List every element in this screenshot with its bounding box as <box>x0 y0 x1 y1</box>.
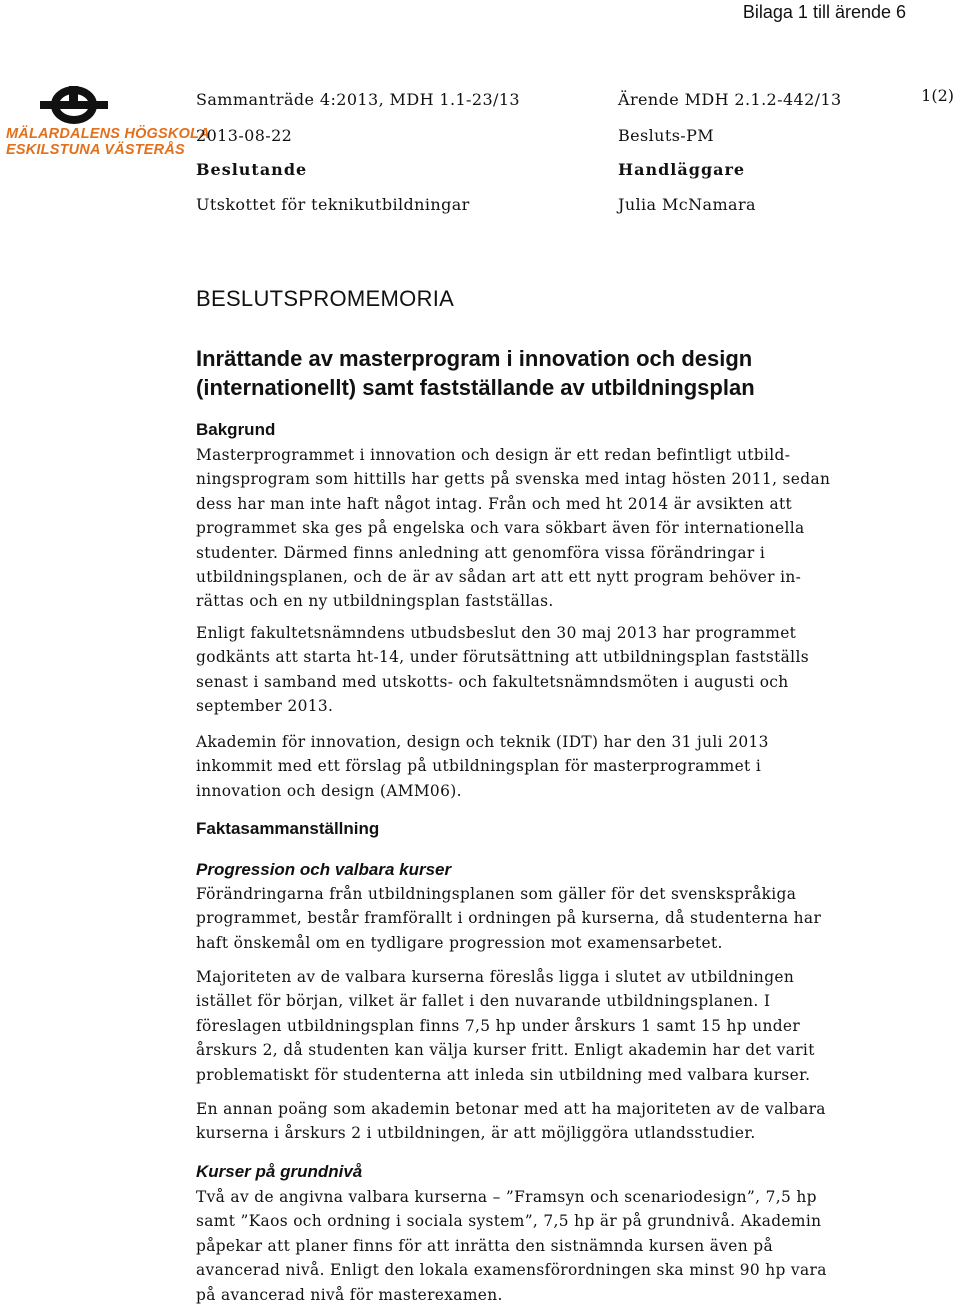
handler-label: Handläggare <box>618 160 746 179</box>
decider-label: Beslutande <box>196 160 308 179</box>
university-logo <box>6 84 210 158</box>
document-type-heading: BESLUTSPROMEMORIA <box>196 286 455 311</box>
case-reference: Ärende MDH 2.1.2-442/13 <box>618 90 842 109</box>
decider-value: Utskottet för teknikutbildningar <box>196 195 470 214</box>
section-heading-faktasammanstallning: Faktasammanställning <box>196 819 380 838</box>
handler-value: Julia McNamara <box>618 195 756 214</box>
logo-line-2: ESKILSTUNA VÄSTERÅS <box>6 142 185 158</box>
logo-line-1: MÄLARDALENS HÖGSKOLA <box>6 126 210 142</box>
progression-paragraph-3: En annan poäng som akademin betonar med att ha majoriteten av de valbara kurserna i årskurs 2 i utbildningen, är att möjliggöra utlandsstudier. <box>196 1100 826 1143</box>
grundniva-paragraph-1: Två av de angivna valbara kurserna – ”Framsyn och scenariodesign”, 7,5 hp samt ”Kaos och ordning i sociala system”, 7,5 hp är på grundnivå. Akademin påpekar att planer finns för att inrätta den sistnämnda kursen även på avancerad nivå. Enligt den lokala examensförordningen ska minst 90 hp vara på avancerad nivå för masterexamen. <box>196 1188 827 1304</box>
subsection-heading-grundniva: Kurser på grundnivå <box>196 1162 363 1181</box>
page-number: 1(2) <box>921 86 954 105</box>
bakgrund-paragraph-1: Masterprogrammet i innovation och design är ett redan befintligt utbild-ningsprogram som hittills har getts på svenska med intag hösten 2011, sedan dess har man inte haft något intag. Från och med ht 2014 är avsikten att programmet ska ges på engelska och vara sökbart även för internationella studenter. Därmed finns anledning att genomföra vissa förändringar i utbildningsplanen, och de är av sådan art att ett nytt program behöver in-rättas och en ny utbildningsplan fastställas. <box>196 446 831 611</box>
progression-paragraph-2: Majoriteten av de valbara kurserna föreslås ligga i slutet av utbildningen istället för början, vilket är fallet i den nuvarande utbildningsplanen. I föreslagen utbildningsplan finns 7,5 hp under årskurs 1 samt 15 hp under årskurs 2, då studenten kan välja kurser fritt. Enligt akademin har det varit problematiskt för studenterna att inleda sin utbildning med valbara kurser. <box>196 968 815 1084</box>
progression-paragraph-1: Förändringarna från utbildningsplanen som gäller för det svenskspråkiga programmet, består framförallt i ordningen på kurserna, då studenterna har haft önskemål om en tydligare progression mot examensarbetet. <box>196 885 822 952</box>
subsection-heading-progression: Progression och valbara kurser <box>196 860 452 879</box>
bakgrund-paragraph-2: Enligt fakultetsnämndens utbudsbeslut den 30 maj 2013 har programmet godkänts att starta ht-14, under förutsättning att utbildningsplan fastställs senast i samband med utskotts- och fakultetsnämndsmöten i augusti och september 2013. <box>196 624 809 716</box>
document-kind: Besluts-PM <box>618 126 715 145</box>
section-heading-bakgrund: Bakgrund <box>196 420 276 439</box>
document-title: Inrättande av masterprogram i innovation och design (internationellt) samt fastställande av utbildningsplan <box>196 346 755 400</box>
logo-emblem-icon <box>38 84 110 126</box>
bakgrund-paragraph-3: Akademin för innovation, design och teknik (IDT) har den 31 juli 2013 inkommit med ett förslag på utbildningsplan för masterprogrammet i innovation och design (AMM06). <box>196 733 769 800</box>
document-date: 2013-08-22 <box>196 126 293 145</box>
meeting-reference: Sammanträde 4:2013, MDH 1.1-23/13 <box>196 90 520 109</box>
appendix-label: Bilaga 1 till ärende 6 <box>742 2 906 22</box>
